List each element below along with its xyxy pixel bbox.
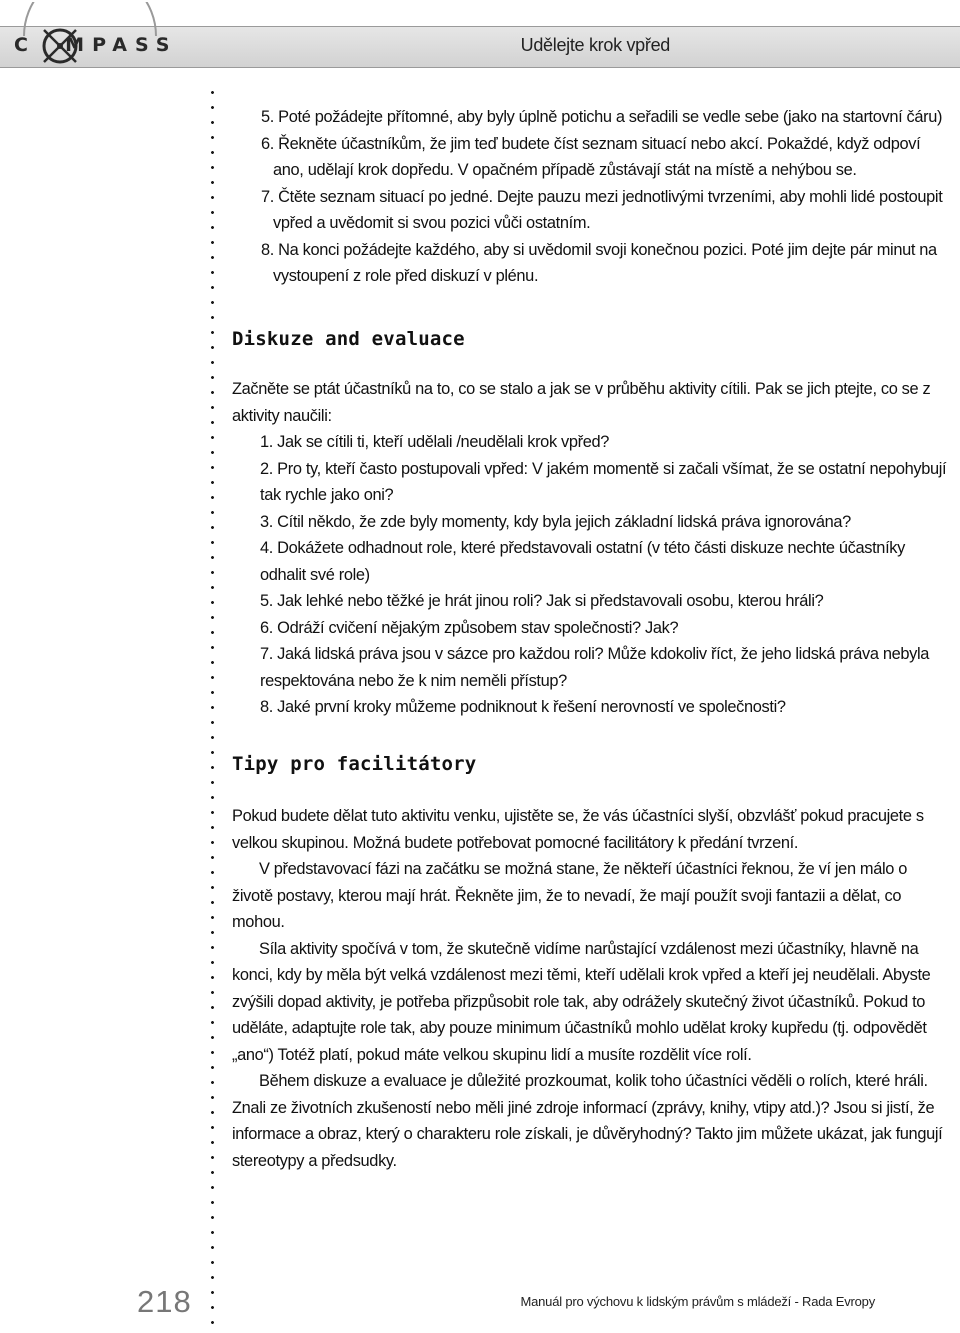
step-item: 8. Na konci požádejte každého, aby si uvědomil svoji konečnou pozici. Poté jim dejte pár minut na vystoupení z role před diskuzí v plénu. bbox=[261, 240, 937, 285]
tips-heading: Tipy pro facilitátory bbox=[232, 752, 477, 775]
tips-section bbox=[232, 803, 950, 1174]
question-item: 8. Jaké první kroky můžeme podniknout k řešení nerovností ve společnosti? bbox=[260, 698, 786, 716]
main-content bbox=[232, 104, 950, 1174]
question-item: 2. Pro ty, kteří často postupovali vpřed: V jakém momentě si začali všímat, že se ostatní nepohybují tak rychle jako oni? bbox=[260, 459, 947, 504]
header-title: Udělejte krok vpřed bbox=[520, 35, 670, 55]
step-item: 7. Čtěte seznam situací po jedné. Dejte pauzu mezi jednotlivými tvrzeními, aby mohli lidé postoupit vpřed a uvědomit si svou pozici vůči ostatním. bbox=[261, 187, 943, 232]
question-item: 5. Jak lehké nebo těžké je hrát jinou roli? Jak si představovali osobu, kterou hráli? bbox=[260, 592, 824, 610]
step-item: 6. Řekněte účastníkům, že jim teď budete číst seznam situací nebo akcí. Pokaždé, když odpoví ano, udělají krok dopředu. V opačném případě zůstávají stát na místě a nehýbou se. bbox=[261, 134, 921, 179]
page-number: 218 bbox=[137, 1284, 192, 1319]
tips-paragraph: Pokud budete dělat tuto aktivitu venku, ujistěte se, že vás účastníci slyší, obzvlášť pokud pracujete s velkou skupinou. Možná budete potřebovat pomocné facilitátory k předání tvrzení. bbox=[232, 807, 924, 852]
question-item: 7. Jaká lidská práva jsou v sázce pro každou roli? Může kdokoliv říct, že jeho lidská práva nebyla respektována nebo že k nim neměli přístup? bbox=[260, 645, 930, 690]
question-item: 3. Cítil někdo, že zde byly momenty, kdy byla jejich základní lidská práva ignorována? bbox=[260, 512, 851, 531]
dotted-margin-rule bbox=[211, 85, 214, 1333]
compass-logo: C MPASS bbox=[14, 34, 178, 56]
question-item: 1. Jak se cítili ti, kteří udělali /neudělali krok vpřed? bbox=[260, 433, 610, 451]
instruction-steps bbox=[232, 104, 950, 290]
discussion-questions bbox=[232, 429, 950, 721]
discussion-intro: Začněte se ptát účastníků na to, co se stalo a jak se v průběhu aktivity cítili. Pak se jich ptejte, co se z aktivity naučili: bbox=[232, 380, 931, 425]
tips-paragraph: Síla aktivity spočívá v tom, že skutečně vidíme narůstající vzdálenost mezi účastníky, hlavně na konci, kdy by měla být velká vzdálenost mezi těmi, kteří udělali krok vpřed a kteří jej neudělali. Abyste zvýšili dopad aktivity, je potřeba přizpůsobit role tak, aby odrážely skutečný život účastníků. Pokud to uděláte, adaptujte role tak, aby pouze minimum účastníků mohlo udělat kroky kupředu (tj. odpovědět „ano“) Totéž platí, pokud máte velkou skupinu lidí a musíte rozdělit více rolí. bbox=[232, 939, 931, 1064]
tips-paragraph: V představovací fázi na začátku se možná stane, že někteří účastníci řeknou, že ví jen málo o životě postavy, kterou mají hrát. Řekněte jim, že to nevadí, že mají použít svoji fantazii a dělat, co mohou. bbox=[232, 860, 908, 931]
question-item: 6. Odráží cvičení nějakým způsobem stav společnosti? Jak? bbox=[260, 618, 679, 637]
step-item: 5. Poté požádejte přítomné, aby byly úplně potichu a seřadili se vedle sebe (jako na startovní čáru) bbox=[261, 108, 943, 126]
question-item: 4. Dokážete odhadnout role, které představovali ostatní (v této části diskuze nechte účastníky odhalit své role) bbox=[260, 539, 905, 584]
discussion-heading: Diskuze and evaluace bbox=[232, 327, 465, 350]
tips-paragraph: Během diskuze a evaluace je důležité prozkoumat, kolik toho účastníci věděli o rolích, které hráli. Znali ze životních zkušeností nebo měli jiné zdroje informací (zprávy, knihy, vtipy atd.)? Jsou si jistí, že informace a obraz, který o charakteru role získali, je důvěryhodný? Takto jim můžete ukázat, jak fungují stereotypy a předsudky. bbox=[232, 1072, 943, 1170]
footer-text: Manuál pro výchovu k lidským právům s mládeží - Rada Evropy bbox=[520, 1294, 875, 1309]
page-header bbox=[0, 0, 960, 75]
